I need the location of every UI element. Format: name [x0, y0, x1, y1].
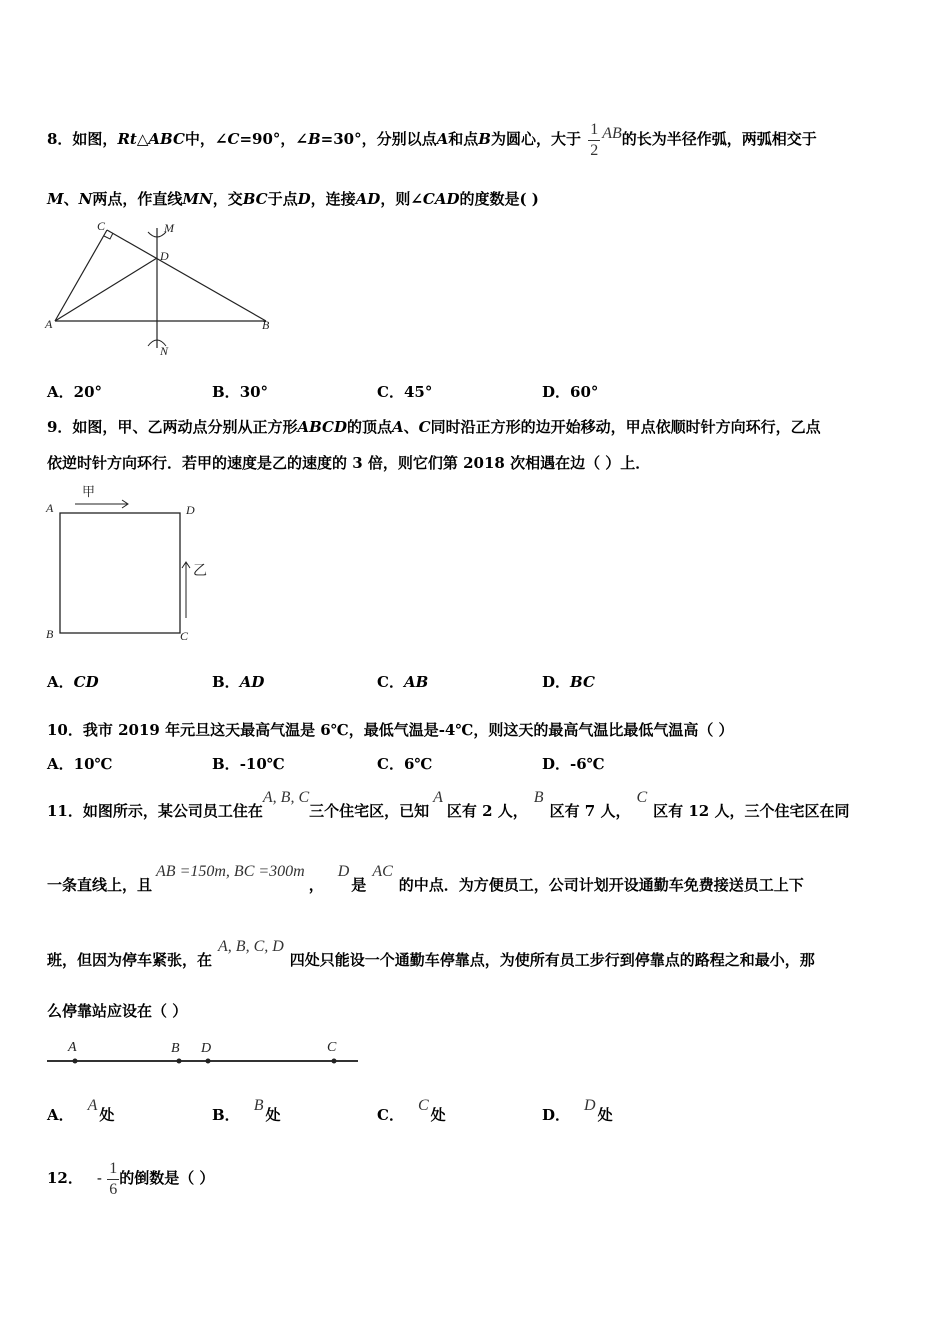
q11-line1: 11．如图所示，某公司员工住在A, B, C三个住宅区，已知A区有 2 人，B区有 7 人，C区有 12 人，三个住宅区在同 — [47, 789, 850, 820]
option-c[interactable]: C．C处 — [377, 1097, 446, 1124]
q12-stem: 12． - $\frac{1}{6}$ 的倒数是（ ） — [47, 1159, 215, 1198]
fraction-one-half: $\frac{1}{2}$ — [590, 120, 599, 159]
label-a: A — [46, 501, 54, 515]
option-d[interactable]: D．-6℃ — [542, 755, 605, 773]
q9-square-figure — [40, 480, 230, 650]
option-d[interactable]: D．60° — [542, 383, 599, 401]
point-c — [332, 1059, 337, 1064]
label-c: C — [97, 219, 106, 233]
q11-number-line-figure — [40, 1030, 370, 1075]
option-a[interactable]: A．CD — [47, 673, 99, 691]
segment-ad — [55, 258, 157, 321]
label-d: D — [186, 503, 195, 517]
q8-triangle-figure — [40, 218, 280, 363]
fraction-one-sixth: $\frac{1}{6}$ — [109, 1159, 118, 1198]
option-c[interactable]: C．45° — [377, 383, 433, 401]
q8-line2: M、N两点，作直线MN，交BC于点D，连接AD，则∠CAD的度数是( ) — [47, 190, 539, 208]
label-c: C — [327, 1040, 337, 1055]
q11-line3: 班，但因为停车紧张，在A, B, C, D四处只能设一个通勤车停靠点，为使所有员工步行到停靠点的路程之和最小，那 — [47, 938, 815, 969]
label-a: A — [45, 317, 53, 331]
option-a[interactable]: A．20° — [47, 383, 103, 401]
label-d: D — [160, 249, 169, 263]
option-b[interactable]: B．30° — [212, 383, 269, 401]
square-abcd — [60, 513, 180, 633]
label-n: N — [160, 344, 169, 358]
q9-line2: 依逆时针方向环行．若甲的速度是乙的速度的 3 倍，则它们第 2018 次相遇在边（ ）上． — [47, 454, 651, 472]
q11-line4: 么停靠站应设在（ ） — [47, 1002, 188, 1020]
label-a: A — [68, 1040, 77, 1055]
label-b: B — [262, 318, 270, 332]
option-b[interactable]: B．B处 — [212, 1097, 281, 1124]
label-m: M — [164, 221, 174, 235]
label-yi: 乙 — [193, 563, 207, 579]
label-b: B — [171, 1041, 180, 1056]
label-d: D — [201, 1041, 212, 1056]
point-a — [73, 1059, 78, 1064]
point-b — [177, 1059, 182, 1064]
segment-cb — [107, 230, 266, 321]
segment-ca — [55, 230, 107, 321]
option-b[interactable]: B．AD — [212, 673, 265, 691]
option-a[interactable]: A．10℃ — [47, 755, 113, 773]
label-jia: 甲 — [82, 485, 96, 500]
q9-line1: 9．如图，甲、乙两动点分别从正方形ABCD的顶点A、C同时沿正方形的边开始移动，甲点依顺时针方向环行，乙点 — [47, 418, 821, 436]
label-b: B — [46, 627, 54, 641]
q10-stem: 10．我市 2019 年元旦这天最高气温是 6℃，最低气温是-4℃，则这天的最高气温比最低气温高（ ） — [47, 721, 734, 739]
option-c[interactable]: C．6℃ — [377, 755, 433, 773]
option-a[interactable]: A．A处 — [47, 1097, 115, 1124]
label-c: C — [180, 629, 189, 643]
point-d — [206, 1059, 211, 1064]
option-d[interactable]: D．D处 — [542, 1097, 613, 1124]
option-b[interactable]: B．-10℃ — [212, 755, 285, 773]
q11-line2: 一条直线上，且AB =150m, BC =300m，D是AC的中点．为方便员工，公司计划开设通勤车免费接送员工上下 — [47, 863, 804, 894]
q8-line1: 8．如图，Rt△ABC中，∠C=90°，∠B=30°，分别以点A和点B为圆心，大于 $\frac{1}{2}$ AB的长为半径作弧，两弧相交于 — [47, 120, 817, 159]
option-c[interactable]: C．AB — [377, 673, 429, 691]
option-d[interactable]: D．BC — [542, 673, 595, 691]
